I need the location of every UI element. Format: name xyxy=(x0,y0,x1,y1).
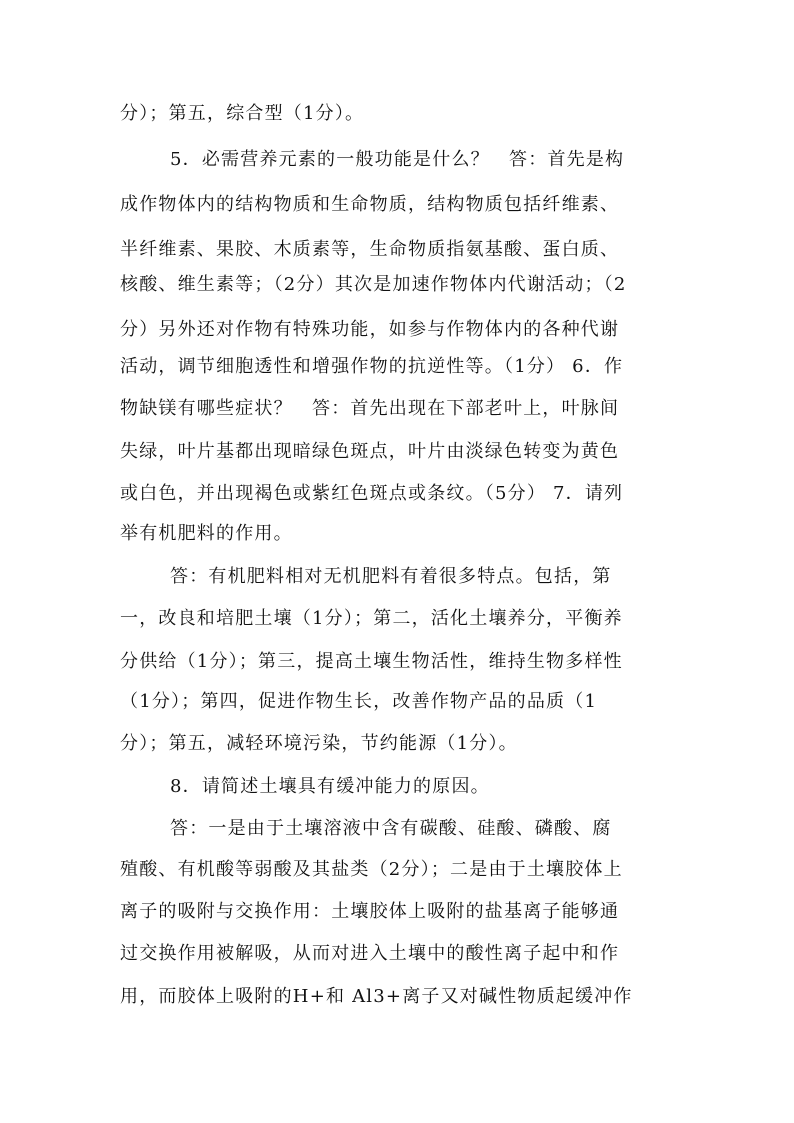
text-line: 过交换作用被解吸，从而对进入土壤中的酸性离子起中和作 xyxy=(120,943,620,964)
text-line: 离子的吸附与交换作用：土壤胶体上吸附的盐基离子能够通 xyxy=(120,901,620,922)
text-line: 半纤维素、果胶、木质素等，生命物质指氨基酸、蛋白质、 xyxy=(120,239,620,260)
text-line: 分供给（1分）；第三，提高土壤生物活性，维持生物多样性 xyxy=(120,651,623,672)
text-line: 一，改良和培肥土壤（1分）；第二，活化土壤养分，平衡养 xyxy=(120,608,623,629)
text-line: 分）；第五，综合型（1分）。 xyxy=(120,103,365,124)
question-5-line: 5．必需营养元素的一般功能是什么？ 答：首先是构 xyxy=(170,149,625,170)
question-6-line: 物缺镁有哪些症状？ 答：首先出现在下部老叶上，叶脉间 xyxy=(120,398,620,419)
text-line: 用，而胶体上吸附的H+和 Al3+离子又对碱性物质起缓冲作 xyxy=(120,986,633,1007)
text-line: 成作物体内的结构物质和生命物质，结构物质包括纤维素、 xyxy=(120,194,620,215)
text-line: （1分）；第四，促进作物生长，改善作物产品的品质（1 xyxy=(120,691,598,712)
answer-7-line: 答：有机肥料相对无机肥料有着很多特点。包括，第 xyxy=(170,566,612,587)
text-line: 或白色，并出现褐色或紫红色斑点或条纹。（5分） 7．请列 xyxy=(120,483,624,504)
text-line: 失绿，叶片基都出现暗绿色斑点，叶片由淡绿色转变为黄色 xyxy=(120,441,620,462)
question-8-line: 8．请简述土壤具有缓冲能力的原因。 xyxy=(170,776,490,797)
text-line: 分）另外还对作物有特殊功能，如参与作物体内的各种代谢 xyxy=(120,319,620,340)
text-line: 分）；第五，减轻环境污染，节约能源（1分）。 xyxy=(120,733,518,754)
text-line: 核酸、维生素等；（2分）其次是加速作物体内代谢活动；（2 xyxy=(120,274,627,295)
question-7-line: 举有机肥料的作用。 xyxy=(120,523,293,544)
text-line: 活动，调节细胞透性和增强作物的抗逆性等。（1分） 6．作 xyxy=(120,356,624,377)
answer-8-line: 答：一是由于土壤溶液中含有碳酸、硅酸、磷酸、腐 xyxy=(170,818,612,839)
text-line: 殖酸、有机酸等弱酸及其盐类（2分）；二是由于土壤胶体上 xyxy=(120,859,623,880)
